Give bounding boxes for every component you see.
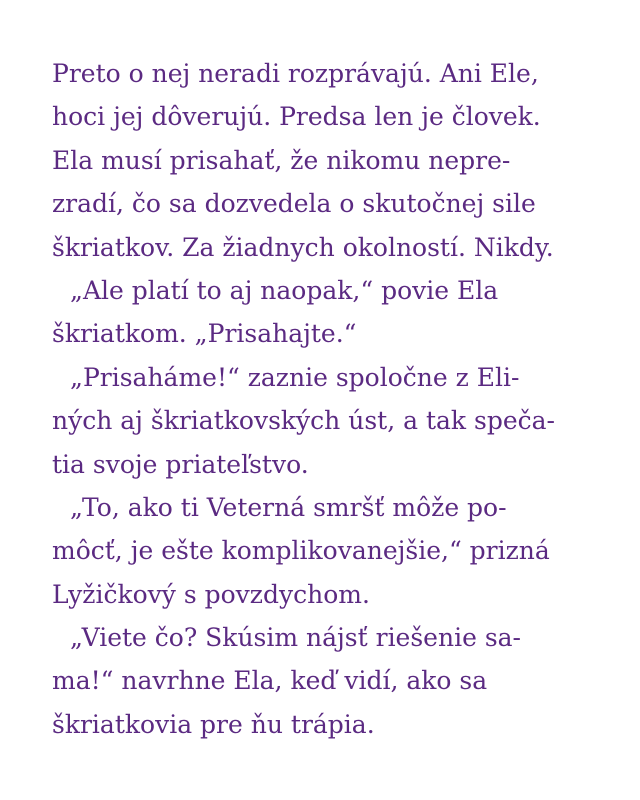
text-line: „Ale platí to aj naopak,“ povie Ela [70, 275, 499, 305]
text-line: Ela musí prisahať, že nikomu nepre- [52, 145, 511, 175]
text-line: ma!“ navrhne Ela, keď vidí, ako sa [52, 666, 488, 696]
text-line: ných aj škriatkovských úst, a tak speča- [52, 406, 555, 436]
text-line: škriatkovia pre ňu trápia. [52, 709, 375, 739]
text-line: hoci jej dôverujú. Predsa len je človek. [52, 102, 541, 132]
text-line: Lyžičkový s povzdychom. [52, 579, 370, 609]
book-page-text [52, 52, 612, 746]
text-line: Preto o nej neradi rozprávajú. Ani Ele, [52, 59, 539, 88]
text-line: zradí, čo sa dozvedela o skutočnej sile [52, 189, 536, 219]
text-line: tia svoje priateľstvo. [52, 449, 309, 479]
text-line: „To, ako ti Veterná smršť môže po- [70, 492, 507, 522]
text-line: „Viete čo? Skúsim nájsť riešenie sa- [70, 623, 522, 653]
text-line: „Prisaháme!“ zaznie spoločne z Eli- [70, 362, 520, 392]
text-line: môcť, je ešte komplikovanejšie,“ prizná [52, 536, 550, 566]
text-line: škriatkov. Za žiadnych okolností. Nikdy. [52, 232, 554, 262]
text-line: škriatkom. „Prisahajte.“ [52, 319, 357, 349]
